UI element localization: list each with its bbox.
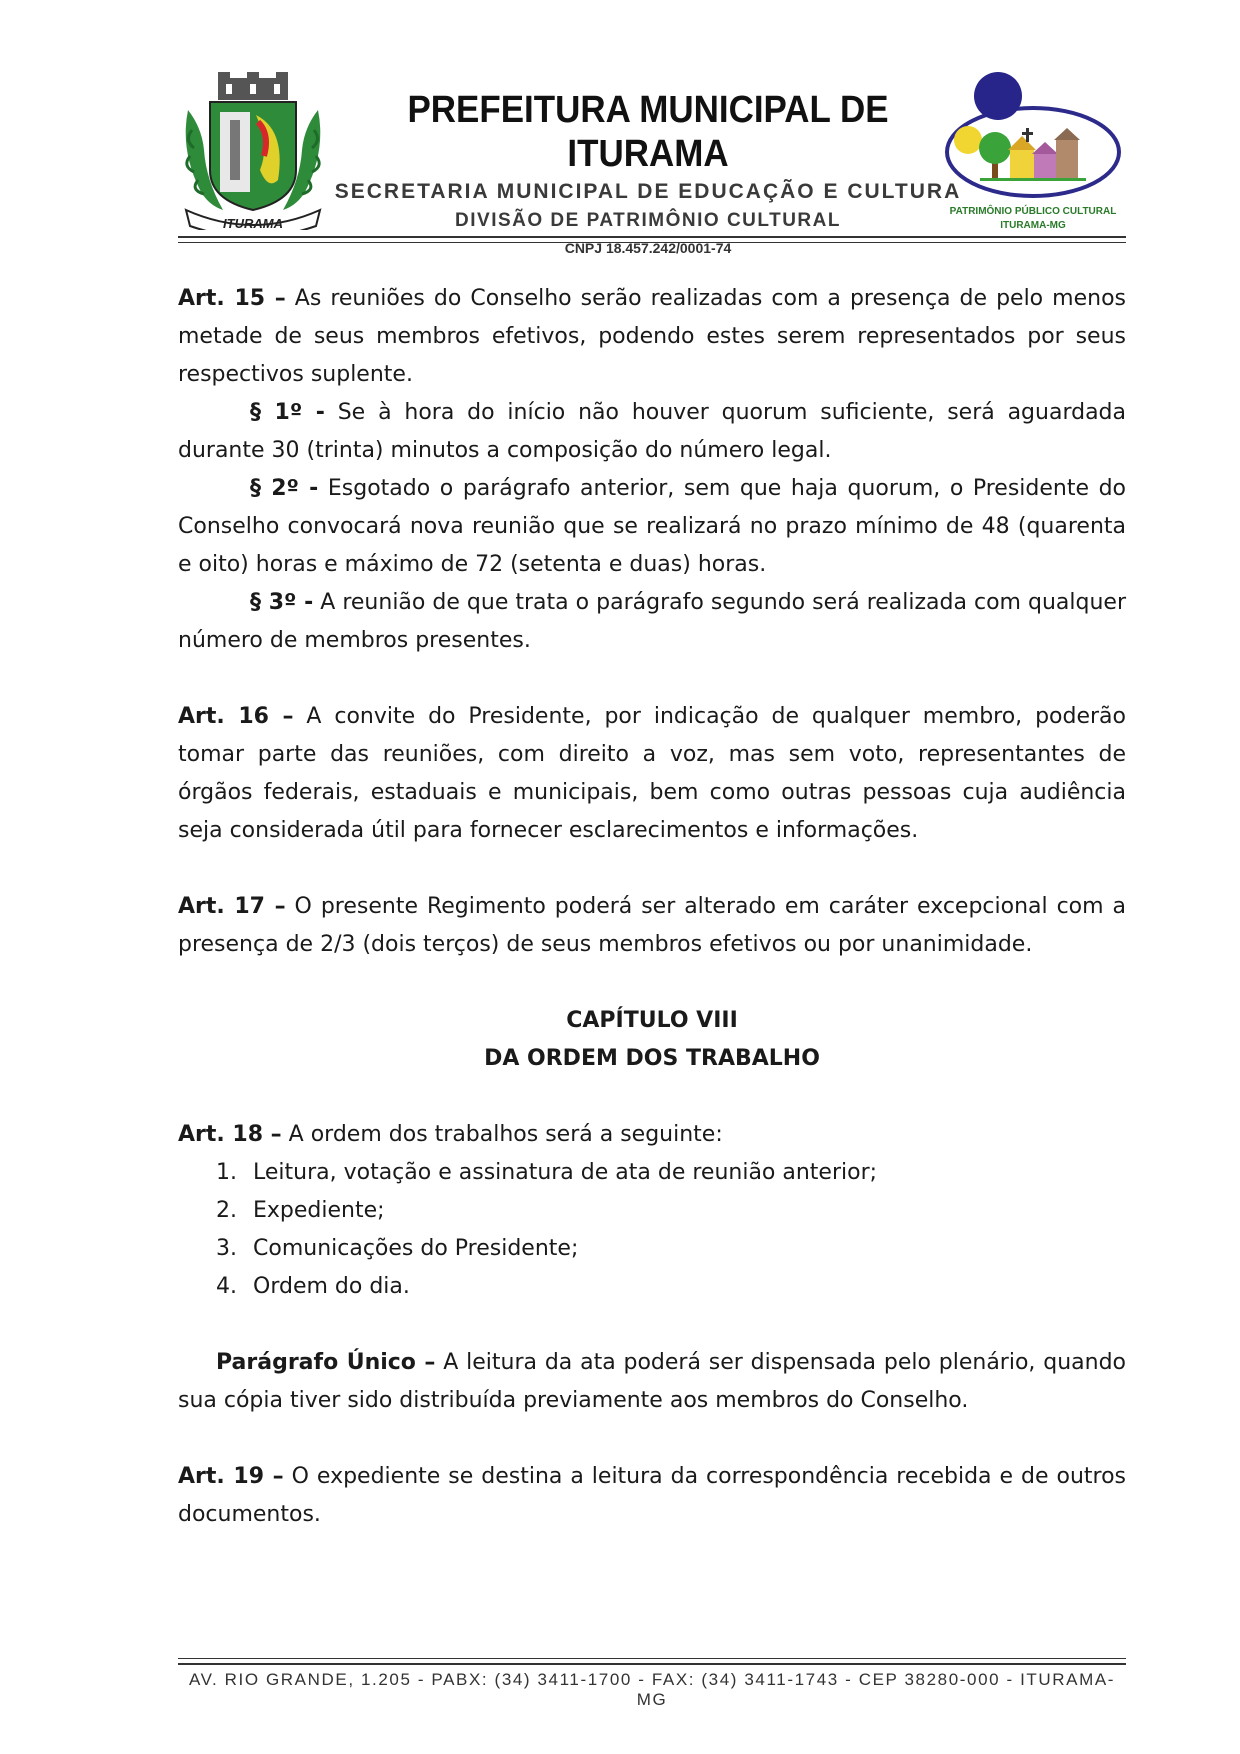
list-item [178, 1154, 1126, 1192]
article-15-paragraph-3 [178, 584, 1126, 660]
article-19 [178, 1458, 1126, 1534]
article-text: A convite do Presidente, por indicação de qualquer membro, poderão tomar parte das reuniões, com direito a voz, mas sem voto, representantes de órgãos federais, estaduais e municipais, bem como outras pessoas cuja audiência seja considerada útil para fornecer esclarecimentos e informações. [178, 704, 1126, 843]
document-body [178, 280, 1126, 1534]
list-item [178, 1192, 1126, 1230]
list-item-number: 3. [216, 1236, 237, 1261]
paragraph-text: A leitura da ata poderá ser dispensada pelo plenário, quando sua cópia tiver sido distribuída previamente aos membros do Conselho. [178, 1350, 1126, 1413]
list-item-text: Expediente; [253, 1198, 385, 1223]
article-16 [178, 698, 1126, 850]
footer-address: AV. RIO GRANDE, 1.205 - PABX: (34) 3411-1700 - FAX: (34) 3411-1743 - CEP 38280-000 - ITURAMA-MG [188, 1670, 1116, 1709]
list-item-number: 1. [216, 1160, 237, 1185]
footer-rule-thin [178, 1658, 1126, 1659]
patrimonio-caption: PATRIMÔNIO PÚBLICO CULTURAL [949, 206, 1117, 217]
patrimonio-caption-location: ITURAMA-MG [1000, 220, 1066, 231]
list-item [178, 1230, 1126, 1268]
article-17 [178, 888, 1126, 964]
article-18-sole-paragraph [178, 1344, 1126, 1420]
municipal-coat-of-arms-icon [178, 70, 328, 230]
article-text: O presente Regimento poderá ser alterado em caráter excepcional com a presença de 2/3 (dois terços) de seus membros efetivos ou por unanimidade. [178, 894, 1126, 957]
list-item-number: 4. [216, 1274, 237, 1299]
letterhead-cnpj: CNPJ 18.457.242/0001-74 [564, 240, 732, 256]
article-text: O expediente se destina a leitura da correspondência recebida e de outros documentos. [178, 1464, 1126, 1527]
chapter-title: DA ORDEM DOS TRABALHO [484, 1046, 820, 1071]
svg-text:ITURAMA: ITURAMA [223, 216, 283, 230]
list-item-text: Leitura, votação e assinatura de ata de reunião anterior; [253, 1160, 878, 1185]
paragraph-label: § 3º - [250, 590, 314, 615]
paragraph-label: § 2º - [250, 476, 319, 501]
list-item [178, 1268, 1126, 1306]
letterhead-title: PREFEITURA MUNICIPAL DE ITURAMA [407, 89, 889, 175]
header-rule-thin [178, 242, 1126, 243]
letterhead-secretariat: SECRETARIA MUNICIPAL DE EDUCAÇÃO E CULTURA [334, 180, 962, 203]
article-15-paragraph-2 [178, 470, 1126, 584]
list-item-number: 2. [216, 1198, 237, 1223]
paragraph-label: Parágrafo Único – [216, 1350, 436, 1375]
list-item-text: Ordem do dia. [253, 1274, 410, 1299]
chapter-number: CAPÍTULO VIII [566, 1008, 738, 1033]
paragraph-text: Esgotado o parágrafo anterior, sem que haja quorum, o Presidente do Conselho convocará nova reunião que se realizará no prazo mínimo de 48 (quarenta e oito) horas e máximo de 72 (setenta e duas) horas. [178, 476, 1126, 577]
article-label: Art. 16 – [178, 704, 294, 729]
paragraph-text: A reunião de que trata o parágrafo segundo será realizada com qualquer número de membros presentes. [178, 590, 1126, 653]
footer-rule [178, 1663, 1126, 1665]
letterhead-division: DIVISÃO DE PATRIMÔNIO CULTURAL [455, 210, 841, 231]
list-item-text: Comunicações do Presidente; [253, 1236, 579, 1261]
article-text: As reuniões do Conselho serão realizadas com a presença de pelo menos metade de seus membros efetivos, podendo estes serem representados por seus respectivos suplente. [178, 286, 1126, 387]
article-18 [178, 1116, 1126, 1154]
article-label: Art. 15 – [178, 286, 286, 311]
paragraph-label: § 1º - [250, 400, 325, 425]
article-15-paragraph-1 [178, 394, 1126, 470]
letterhead [178, 70, 1126, 256]
paragraph-text: Se à hora do início não houver quorum suficiente, será aguardada durante 30 (trinta) minutos a composição do número legal. [178, 400, 1126, 463]
article-15 [178, 280, 1126, 394]
article-label: Art. 17 – [178, 894, 286, 919]
article-text: A ordem dos trabalhos será a seguinte: [281, 1122, 723, 1147]
header-rule [178, 236, 1126, 238]
article-label: Art. 18 – [178, 1122, 282, 1147]
article-label: Art. 19 – [178, 1464, 284, 1489]
